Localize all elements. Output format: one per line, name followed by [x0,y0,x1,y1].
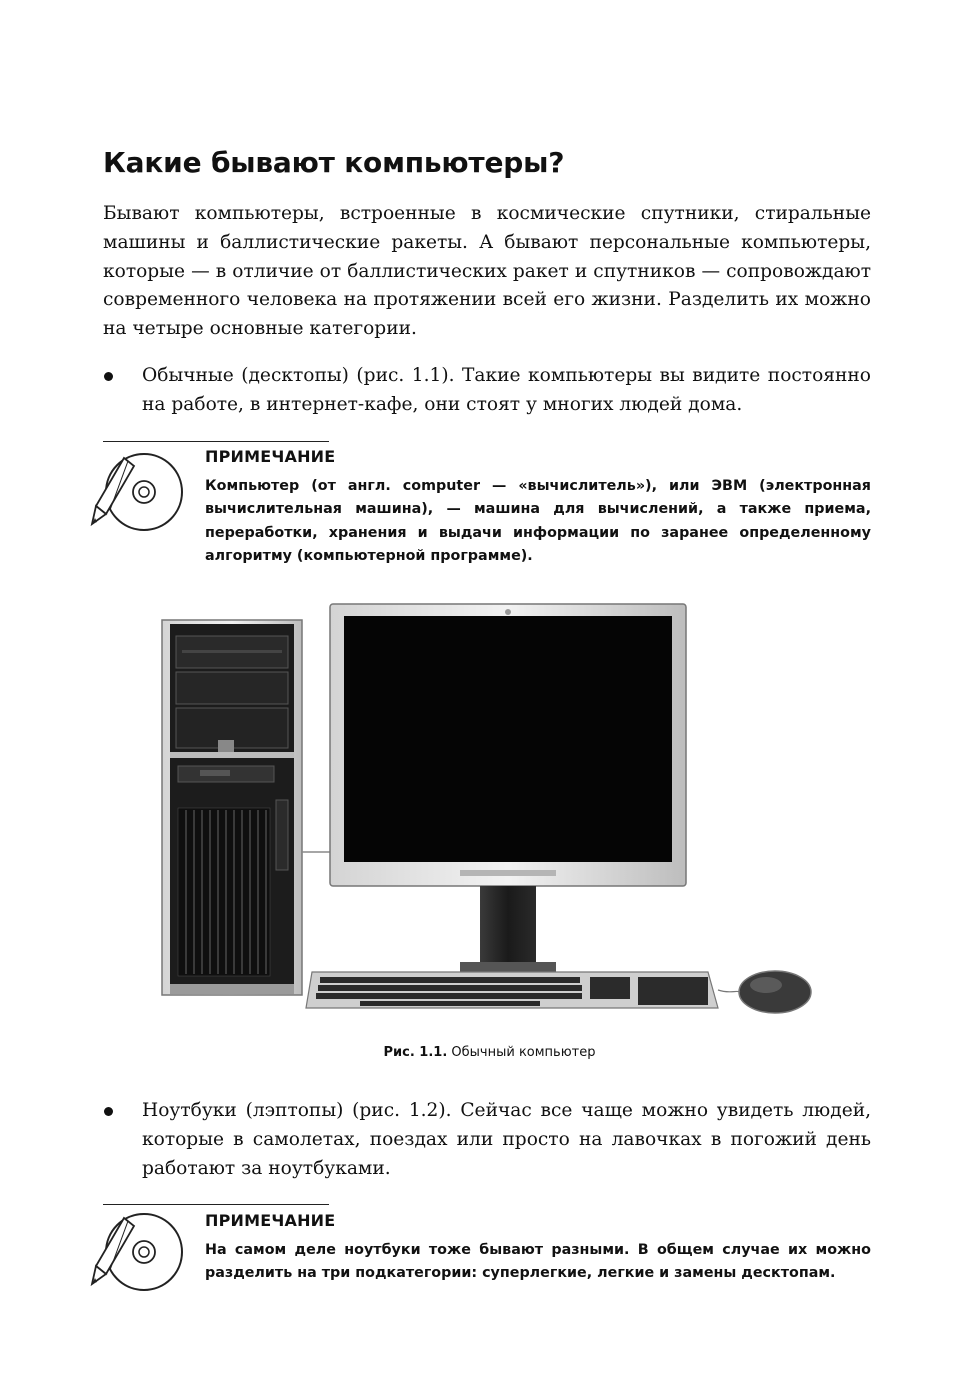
monitor-icon [330,604,686,972]
keyboard-icon [306,972,718,1008]
note-title: ПРИМЕЧАНИЕ [205,447,336,466]
note-text: На самом деле ноутбуки тоже бывают разными. В общем случае их можно разделить на три подкатегории: суперлегкие, легкие и замены десктопам. [205,1242,871,1282]
section-heading: Какие бывают компьютеры? [103,146,565,179]
note-rule [103,1204,329,1205]
bullet-item-desktops: Обычные (десктопы) (рис. 1.1). Такие компьютеры вы видите постоянно на работе, в интернет-кафе, они стоят у многих людей дома. [142,365,871,415]
desktop-computer-figure [160,600,820,1025]
note-title: ПРИМЕЧАНИЕ [205,1211,336,1230]
pencil-cd-icon [88,452,188,536]
intro-paragraph: Бывают компьютеры, встроенные в космические спутники, стиральные машины и баллистические ракеты. А бывают персональные компьютеры, которые — в отличие от баллистических ракет и спутников — сопровождают современного человека на протяжении всей его жизни. Разделить их можно на четыре основные категории. [103,203,871,340]
figure-caption [0,1045,979,1060]
note-rule [103,441,329,442]
bullet-item-laptops: Ноутбуки (лэптопы) (рис. 1.2). Сейчас все чаще можно увидеть людей, которые в самолетах, поездах или просто на лавочках в погожий день работают за ноутбуками. [142,1100,871,1179]
mouse-icon [718,971,811,1013]
desktop-tower-icon [162,620,330,995]
figure-caption-text: Обычный компьютер [451,1045,596,1060]
bullet-marker [104,372,113,381]
note-text: Компьютер (от англ. computer — «вычислитель»), или ЭВМ (электронная вычислительная машина), — машина для вычислений, а также приема, переработки, хранения и выдачи информации по заранее определенному алгоритму (компьютерной программе). [205,478,871,564]
figure-label: Рис. 1.1. [383,1045,448,1060]
bullet-marker [104,1107,113,1116]
pencil-cd-icon [88,1212,188,1296]
